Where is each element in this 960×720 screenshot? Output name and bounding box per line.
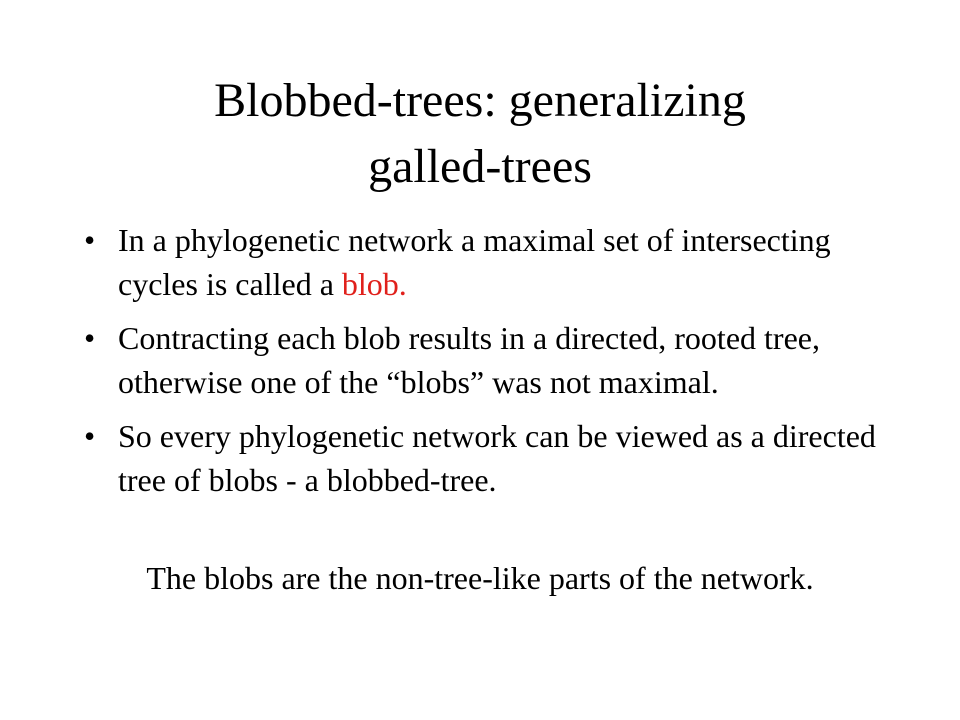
bullet-marker: • bbox=[84, 222, 96, 258]
bullet-marker: • bbox=[84, 320, 96, 356]
title-line-1: Blobbed-trees: generalizing bbox=[214, 74, 746, 127]
bullet-text: Contracting each blob results in a directed, rooted tree, otherwise one of the “blobs” was not maximal. bbox=[118, 320, 820, 400]
closing-statement: The blobs are the non-tree-like parts of the network. bbox=[146, 560, 814, 596]
bullet-item-blobbed-tree bbox=[80, 414, 880, 502]
slide-title bbox=[80, 68, 880, 200]
blob-highlight-term: blob. bbox=[341, 266, 407, 302]
bullet-item-blob-definition bbox=[80, 218, 880, 306]
bullet-item-contracting bbox=[80, 316, 880, 404]
bullet-marker: • bbox=[84, 418, 96, 454]
bullet-text: So every phylogenetic network can be viewed as a directed tree of blobs - a blobbed-tree. bbox=[118, 418, 876, 498]
title-line-2: galled-trees bbox=[368, 140, 592, 193]
bullet-text: In a phylogenetic network a maximal set of intersecting cycles is called a bbox=[118, 222, 831, 302]
bullet-list bbox=[80, 218, 880, 512]
